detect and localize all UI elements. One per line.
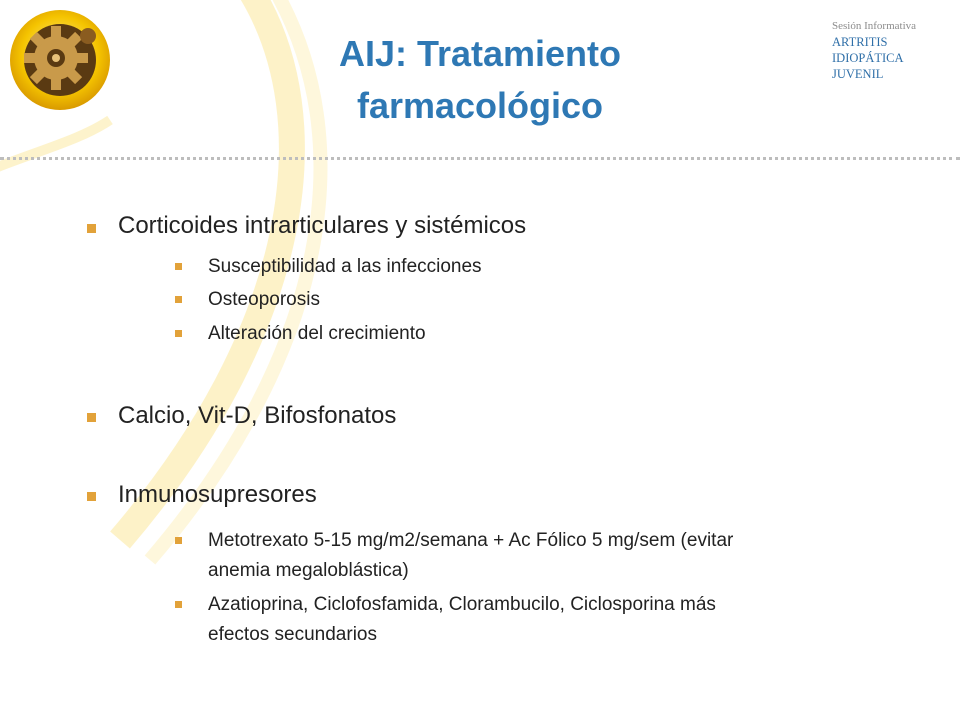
list-item: Inmunosupresores [118, 481, 317, 508]
list-item: Metotrexato 5-15 mg/m2/semana + Ac Fólico 5 mg/sem (evitar [208, 530, 734, 551]
bullet-marker [175, 330, 182, 337]
list-item: Calcio, Vit-D, Bifosfonatos [118, 402, 397, 429]
list-item: Azatioprina, Ciclofosfamida, Clorambucilo, Ciclosporina más [208, 594, 716, 615]
session-label [832, 18, 916, 82]
gear-icon [8, 8, 112, 112]
bullet-marker [87, 224, 96, 233]
title-line-1: AIJ: Tratamiento [338, 33, 622, 74]
bullet-marker [87, 492, 96, 501]
session-label-line-1: ARTRITIS [832, 35, 888, 49]
session-label-small: Sesión Informativa [832, 20, 917, 32]
list-item: Susceptibilidad a las infecciones [208, 256, 482, 277]
bullet-marker [175, 263, 182, 270]
title-line-2: farmacológico [356, 85, 604, 126]
bullet-marker [175, 601, 182, 608]
list-item: Alteración del crecimiento [208, 323, 426, 344]
session-label-line-3: JUVENIL [832, 67, 884, 81]
list-item-continuation: efectos secundarios [208, 624, 377, 645]
list-item: Corticoides intrarticulares y sistémicos [118, 212, 527, 239]
bullet-marker [175, 296, 182, 303]
list-item: Osteoporosis [208, 289, 320, 310]
bullet-marker [175, 537, 182, 544]
page-title [230, 28, 730, 132]
list-item-continuation: anemia megaloblástica) [208, 560, 409, 581]
session-label-line-2: IDIOPÁTICA [832, 51, 904, 65]
header-divider [0, 157, 960, 160]
bullet-marker [87, 413, 96, 422]
